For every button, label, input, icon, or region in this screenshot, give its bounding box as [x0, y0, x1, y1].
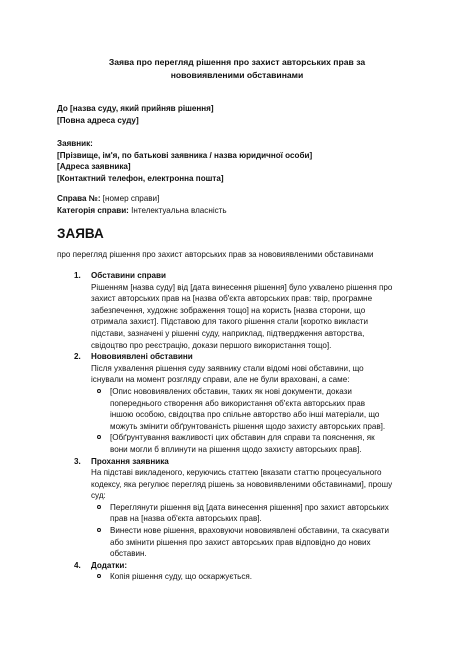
case-category — [57, 205, 417, 217]
circle-bullet-icon — [97, 528, 101, 532]
item-text-line: суд: — [91, 491, 106, 501]
item-heading: Прохання заявника — [91, 456, 169, 466]
applicant-contacts: [Контактний телефон, електронна пошта] — [57, 173, 224, 183]
applicant-address: [Адреса заявника] — [57, 162, 131, 172]
bullet-text-line: Переглянути рішення від [дата винесення рішення] про захист авторських — [110, 502, 389, 512]
addressee-block — [57, 103, 417, 126]
item-number: 3. — [74, 456, 81, 466]
item-text-line: Рішенням [назва суду] від [дата винесення рішення] було ухвалено рішення про — [91, 282, 393, 292]
case-number — [57, 193, 417, 205]
bullet-text-line: Копія рішення суду, що оскаржується. — [110, 572, 253, 582]
list-item — [57, 560, 417, 583]
applicant-label: Заявник: — [57, 139, 93, 148]
bullet-text-line: або змінити рішення про захист авторських прав відповідно до нових — [110, 537, 371, 547]
case-number-label: Справа №: — [57, 194, 101, 203]
item-text-line: свідоцтво про реєстрацію, докази першого використання тощо]. — [91, 340, 332, 350]
bullet-text-line: можуть змінити обґрунтованість рішення щодо захисту авторських прав]. — [110, 421, 386, 431]
case-number-value: [номер справи] — [100, 194, 160, 203]
list-item — [57, 456, 417, 560]
item-text-line: кодексу, яка регулює перегляд рішень за нововиявленими обставинами], прошу — [91, 479, 393, 489]
statement-heading: ЗАЯВА — [57, 226, 104, 241]
item-text-line: Після ухвалення рішення суду заявнику стали відомі нові обставини, що — [91, 363, 364, 373]
case-category-value: Інтелектуальна власність — [128, 205, 227, 215]
bullet-text-line: Винести нове рішення, враховуючи нововиявлені обставини, та скасувати — [110, 526, 390, 536]
item-text-line: На підставі викладеного, керуючись статтею [вказати статтю процесуального — [91, 468, 382, 478]
bullet-item — [91, 525, 417, 560]
bullet-text-line: [Опис нововиявлених обставин, таких як нові документи, докази — [110, 386, 352, 396]
bullet-text-line: [Обґрунтування важливості цих обставин для справи та пояснення, як — [110, 433, 375, 443]
bullet-text-line: обставин. — [110, 549, 147, 559]
applicant-block — [57, 138, 417, 184]
title-line: нововиявленими обставинами — [170, 69, 304, 80]
circle-bullet-icon — [97, 389, 101, 393]
list-item — [57, 270, 417, 351]
applicant-name: [Прізвище, ім'я, по батькові заявника / назва юридичної особи] — [57, 150, 313, 160]
document-title — [60, 56, 414, 81]
bullet-text-line: вони могли б вплинути на рішення щодо захисту авторських прав]. — [110, 444, 362, 454]
court-name: До [назва суду, який прийняв рішення] — [57, 104, 214, 113]
statement-items — [57, 270, 417, 583]
bullet-text-line: попереднього створення або використання об'єкта авторських прав — [110, 398, 366, 408]
bullet-text-line: прав на [назва об'єкта авторських прав]. — [110, 514, 262, 524]
title-line: Заява про перегляд рішення про захист авторських прав за — [108, 57, 366, 67]
item-text-line: захист авторських прав на [назва об'єкта авторських прав: твір, програмне — [91, 294, 373, 304]
item-text-line: існували на момент розгляду справи, але не були враховані, а саме: — [91, 375, 350, 385]
bullet-text-line: іншою особою, свідоцтва про спільне авторство або інші матеріали, що — [110, 410, 380, 420]
bullet-item — [91, 571, 417, 583]
circle-bullet-icon — [97, 574, 101, 578]
bullet-item — [91, 386, 417, 432]
list-item — [57, 351, 417, 455]
item-number: 1. — [74, 271, 81, 280]
item-heading: Нововиявлені обставини — [91, 352, 193, 362]
statement-subtitle: про перегляд рішення про захист авторських прав за нововиявленими обставинами — [57, 250, 374, 259]
item-heading: Обставини справи — [91, 271, 167, 280]
circle-bullet-icon — [97, 505, 101, 509]
item-heading: Додатки: — [91, 560, 128, 570]
item-text-line: підстави, зазначені у рішенні суду, наприклад, підтвердження авторства, — [91, 328, 365, 338]
bullet-item — [91, 432, 417, 455]
case-info-block — [57, 193, 417, 216]
case-category-label: Категорія справи: — [57, 205, 129, 215]
circle-bullet-icon — [97, 435, 101, 439]
item-text-line: отримала захист]. Підставою для такого рішення стали [коротко викласти — [91, 317, 369, 327]
item-number: 4. — [74, 560, 81, 570]
item-text-line: забезпечення, художнє зображення тощо] на користь [назва сторони, що — [91, 305, 366, 315]
item-number: 2. — [74, 352, 81, 362]
bullet-item — [91, 502, 417, 525]
court-address: [Повна адреса суду] — [57, 115, 139, 125]
